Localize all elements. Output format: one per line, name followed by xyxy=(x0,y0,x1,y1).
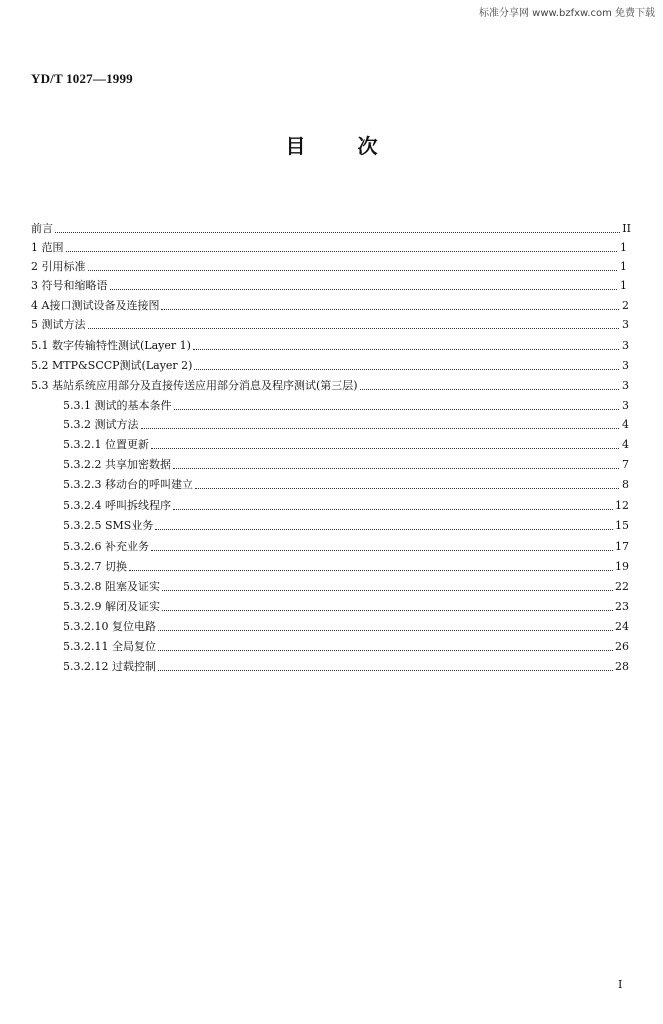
toc-entry-label: 5.3.2.10 复位电路 xyxy=(63,620,156,633)
toc-entry-page: 3 xyxy=(622,339,629,352)
toc-entry-label: 5.3.2.6 补充业务 xyxy=(63,540,149,553)
toc-entry-page: 15 xyxy=(615,519,629,532)
toc-entry-page: 3 xyxy=(622,359,629,372)
toc-entry-label: 5.2 MTP&SCCP测试(Layer 2) xyxy=(31,359,193,372)
toc-entry[interactable] xyxy=(31,239,627,257)
dot-leader xyxy=(155,518,613,530)
dot-leader xyxy=(151,437,619,449)
toc-entry-label: 5.3.2.2 共享加密数据 xyxy=(63,458,171,471)
dot-leader xyxy=(158,619,613,631)
toc-entry-page: 2 xyxy=(622,299,629,312)
toc-entry[interactable] xyxy=(63,598,629,616)
toc-entry-label: 5.3.2.7 切换 xyxy=(63,560,127,573)
toc-entry[interactable] xyxy=(63,416,629,434)
toc-entry-label: 5.3.2.1 位置更新 xyxy=(63,438,149,451)
toc-entry-page: 24 xyxy=(615,620,629,633)
toc-entry[interactable] xyxy=(63,578,629,596)
toc-entry[interactable] xyxy=(31,220,631,238)
dot-leader xyxy=(162,579,613,591)
toc-entry-label: 5.3.2.4 呼叫拆线程序 xyxy=(63,499,171,512)
dot-leader xyxy=(158,639,613,651)
dot-leader xyxy=(151,539,613,551)
dot-leader xyxy=(193,338,619,350)
toc-entry-page: 3 xyxy=(622,379,629,392)
dot-leader xyxy=(110,278,618,290)
dot-leader xyxy=(173,498,613,510)
toc-entry-page: II xyxy=(622,222,631,235)
toc-entry-page: 1 xyxy=(620,279,627,292)
toc-entry[interactable] xyxy=(63,476,629,494)
toc-entry[interactable] xyxy=(63,638,629,656)
dot-leader xyxy=(66,240,618,252)
toc-entry[interactable] xyxy=(63,436,629,454)
toc-entry[interactable] xyxy=(31,337,629,355)
toc-entry[interactable] xyxy=(63,497,629,515)
toc-entry-label: 5.3 基站系统应用部分及直接传送应用部分消息及程序测试(第三层) xyxy=(31,379,358,392)
toc-entry[interactable] xyxy=(63,618,629,636)
toc-entry-label: 5.3.1 测试的基本条件 xyxy=(63,399,172,412)
toc-entry-label: 1 范围 xyxy=(31,241,64,254)
toc-entry-page: 1 xyxy=(620,241,627,254)
dot-leader xyxy=(360,378,619,390)
toc-entry-page: 23 xyxy=(615,600,629,613)
dot-leader xyxy=(173,457,619,469)
toc-entry-page: 8 xyxy=(622,478,629,491)
toc-entry-page: 4 xyxy=(622,438,629,451)
title-char-2: 次 xyxy=(357,134,378,158)
page-title xyxy=(0,130,663,159)
toc-entry-page: 1 xyxy=(620,260,627,273)
toc-entry[interactable] xyxy=(31,377,629,395)
toc-entry-label: 前言 xyxy=(31,222,53,235)
standard-code: YD/T 1027—1999 xyxy=(31,71,133,86)
toc-entry-label: 4 A接口测试设备及连接图 xyxy=(31,299,160,312)
toc-entry-label: 5.3.2.8 阻塞及证实 xyxy=(63,580,160,593)
toc-entry[interactable] xyxy=(63,517,629,535)
toc-entry-page: 4 xyxy=(622,418,629,431)
toc-entry-page: 7 xyxy=(622,458,629,471)
dot-leader xyxy=(162,599,613,611)
dot-leader xyxy=(161,298,619,310)
toc-entry-page: 3 xyxy=(622,318,629,331)
toc-entry-label: 5.3.2.11 全局复位 xyxy=(63,640,156,653)
page-number: I xyxy=(618,978,623,991)
toc-entry[interactable] xyxy=(31,316,629,334)
toc-entry-page: 19 xyxy=(615,560,629,573)
toc-entry-page: 22 xyxy=(615,580,629,593)
toc-entry[interactable] xyxy=(31,277,627,295)
dot-leader xyxy=(88,259,618,271)
title-char-1: 目 xyxy=(285,134,306,158)
toc-entry-label: 5.3.2.9 解闭及证实 xyxy=(63,600,160,613)
toc-entry[interactable] xyxy=(31,357,629,375)
toc-entry-label: 3 符号和缩略语 xyxy=(31,279,108,292)
toc-entry-label: 5.3.2 测试方法 xyxy=(63,418,139,431)
watermark-text: 标准分享网 www.bzfxw.com 免费下载 xyxy=(479,8,655,19)
dot-leader xyxy=(194,358,619,370)
toc-entry-page: 17 xyxy=(615,540,629,553)
toc-entry[interactable] xyxy=(63,538,629,556)
toc-entry-label: 5.3.2.5 SMS业务 xyxy=(63,519,154,532)
toc-entry-label: 2 引用标准 xyxy=(31,260,86,273)
dot-leader xyxy=(195,477,619,489)
toc-entry[interactable] xyxy=(31,258,627,276)
dot-leader xyxy=(55,221,620,233)
toc-entry[interactable] xyxy=(31,297,629,315)
toc-entry-page: 28 xyxy=(615,660,629,673)
toc-entry-label: 5 测试方法 xyxy=(31,318,86,331)
toc-entry[interactable] xyxy=(63,397,629,415)
toc-entry-label: 5.3.2.3 移动台的呼叫建立 xyxy=(63,478,193,491)
toc-entry-page: 3 xyxy=(622,399,629,412)
toc-entry-label: 5.3.2.12 过载控制 xyxy=(63,660,156,673)
toc-entry-page: 26 xyxy=(615,640,629,653)
dot-leader xyxy=(129,559,613,571)
dot-leader xyxy=(141,417,620,429)
toc-entry[interactable] xyxy=(63,558,629,576)
toc-entry[interactable] xyxy=(63,456,629,474)
dot-leader xyxy=(174,398,620,410)
dot-leader xyxy=(158,659,613,671)
toc-entry[interactable] xyxy=(63,658,629,676)
dot-leader xyxy=(88,317,620,329)
toc-entry-label: 5.1 数字传输特性测试(Layer 1) xyxy=(31,339,191,352)
toc-entry-page: 12 xyxy=(615,499,629,512)
